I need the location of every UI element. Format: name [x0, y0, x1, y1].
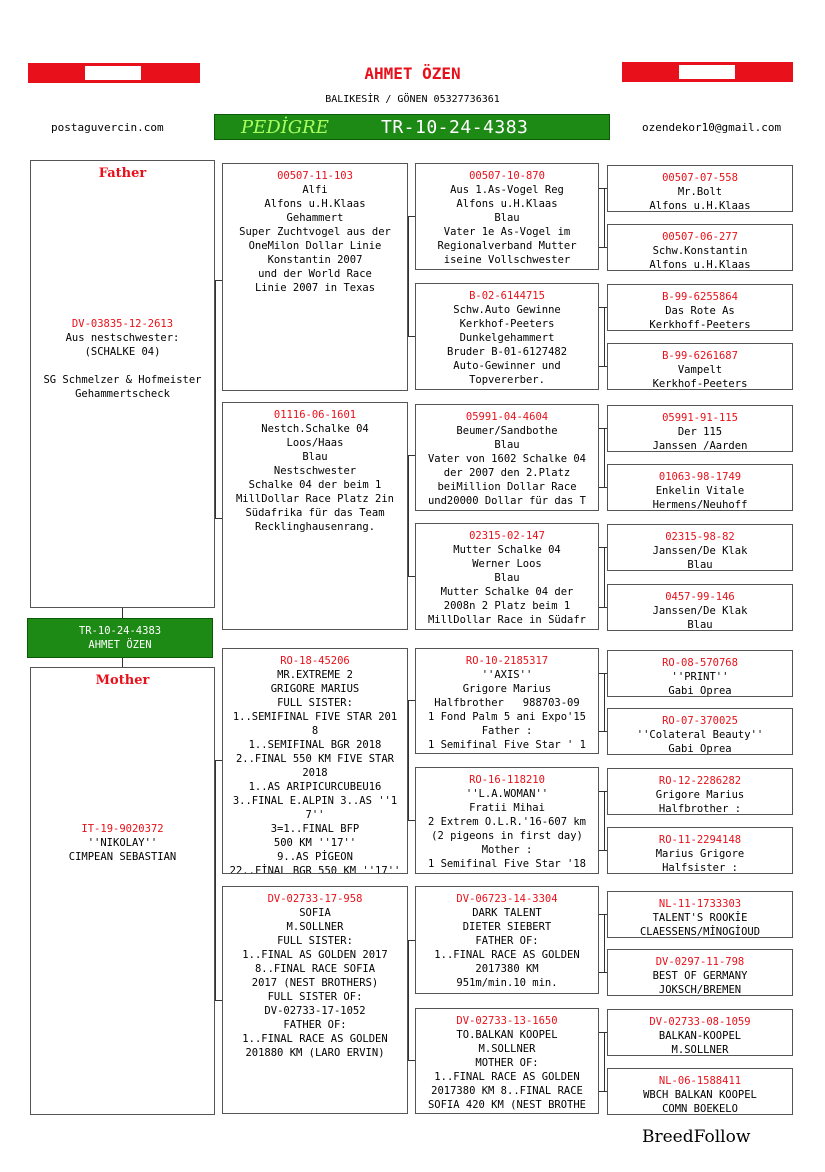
ring-number: 01116-06-1601 — [273, 409, 357, 421]
pigeon-info-line: Gabi Oprea — [668, 685, 732, 697]
connector-line — [408, 940, 409, 1060]
connector-line — [599, 1032, 607, 1033]
pigeon-info-line: MillDollar Race in Südafr — [427, 614, 587, 626]
connector-line — [604, 307, 605, 366]
pigeon-info-line: BALKAN-KOOPEL — [658, 1030, 742, 1042]
pigeon-info-line: Topvererber. — [469, 374, 545, 386]
ancestor-box — [607, 165, 793, 212]
connector-line — [599, 307, 607, 308]
ancestor-box — [607, 405, 793, 452]
pigeon-info-line: 1 Semifinal Five Star ' 1 — [427, 739, 587, 751]
connector-line — [408, 336, 415, 337]
grandparent-box — [222, 648, 408, 874]
ring-number: RO-12-2286282 — [658, 775, 742, 787]
connector-line — [408, 820, 415, 821]
ring-number: 00507-07-558 — [662, 172, 738, 184]
ring-number: 05991-04-4604 — [465, 411, 549, 423]
pedigree-label: PEDİGRE — [241, 117, 329, 138]
ring-number: NL-11-1733303 — [658, 898, 742, 910]
pigeon-info-line: Mother : — [481, 844, 533, 856]
pigeon-info-line: GRIGORE MARIUS — [270, 683, 360, 695]
pigeon-info-line: 7'' — [305, 809, 325, 821]
ring-number: DV-02733-08-1059 — [649, 1016, 751, 1028]
ring-number: DV-06723-14-3304 — [456, 893, 558, 905]
connector-line — [408, 216, 415, 217]
pigeon-info-line: (2 pigeons in first day) — [431, 830, 583, 842]
pigeon-info-line: ''AXIS'' — [481, 669, 533, 681]
pigeon-info-line: OneMilon Dollar Linie — [248, 240, 382, 252]
pigeon-info-line: Mutter Schalke 04 — [453, 544, 561, 556]
pigeon-info-line: 2..FINAL 550 KM FIVE STAR — [235, 753, 395, 765]
pigeon-info-line: Schw.Auto Gewinne — [453, 304, 561, 316]
pigeon-info-line: Blau — [494, 212, 520, 224]
great-grandparent-box — [415, 404, 599, 511]
pigeon-info-line: Blau — [494, 572, 520, 584]
pigeon-info-line: Grigore Marius — [655, 789, 745, 801]
ring-number: B-02-6144715 — [469, 290, 545, 302]
pigeon-info-line: Aus nestschwester: — [65, 332, 180, 344]
ancestor-box — [607, 708, 793, 755]
pigeon-info-line: Grigore Marius — [462, 683, 552, 695]
connector-line — [604, 791, 605, 850]
pigeon-info-line: Marius Grigore — [655, 848, 745, 860]
connector-line — [599, 366, 607, 367]
connector-line — [604, 1032, 605, 1091]
pigeon-info-line: Alfons u.H.Klaas — [649, 200, 751, 212]
pigeon-info-line: Kerkhof-Peeters — [459, 318, 555, 330]
ring-number: 01063-98-1749 — [658, 471, 742, 483]
pigeon-info-line: BEST OF GERMANY — [652, 970, 748, 982]
pigeon-info-line: Kerkhoff-Peeters — [649, 319, 751, 331]
pigeon-info-line: Janssen/De Klak — [652, 545, 748, 557]
ring-number: 0457-99-146 — [665, 591, 735, 603]
pigeon-info-line: 2017380 KM 8..FINAL RACE — [431, 1085, 583, 1097]
ancestor-box — [607, 891, 793, 938]
pigeon-info-line: Dunkelgehammert — [459, 332, 555, 344]
pigeon-info-line: FATHER OF: — [475, 935, 539, 947]
pigeon-info-line: Vater 1e As-Vogel im — [443, 226, 571, 238]
ancestor-box — [607, 1009, 793, 1056]
pigeon-info-line: CIMPEAN SEBASTIAN — [68, 851, 177, 863]
mother-box — [30, 667, 215, 1115]
connector-line — [408, 576, 415, 577]
ring-number: RO-11-2294148 — [658, 834, 742, 846]
ring-number: B-99-6261687 — [662, 350, 738, 362]
connector-line — [604, 188, 605, 247]
pigeon-info-line: 1 Fond Palm 5 ani Expo'15 — [427, 711, 587, 723]
ring-number: IT-19-9020372 — [81, 823, 164, 835]
pigeon-info-line: 2017380 KM — [475, 963, 539, 975]
subject-owner: AHMET ÖZEN — [88, 639, 152, 651]
ancestor-box — [607, 949, 793, 996]
pigeon-info-line: M.SOLLNER — [286, 921, 344, 933]
grandparent-box — [222, 886, 408, 1114]
brand-logo: BreedFollow — [642, 1127, 751, 1147]
pigeon-info-line: Hermens/Neuhoff — [652, 499, 748, 511]
pigeon-info-line: Recklinghausenrang. — [254, 521, 376, 533]
connector-line — [599, 487, 607, 488]
pigeon-info-line: Fratii Mihai — [469, 802, 545, 814]
ring-number: DV-02733-17-958 — [267, 893, 363, 905]
ancestor-box — [607, 768, 793, 815]
subject-box — [27, 618, 213, 658]
great-grandparent-box — [415, 886, 599, 994]
pigeon-info-line: Father : — [481, 725, 533, 737]
subject-ring: TR-10-24-4383 — [78, 625, 162, 637]
pigeon-info-line: Janssen /Aarden — [652, 440, 748, 452]
pigeon-info-line: Bruder B-01-6127482 — [446, 346, 568, 358]
pigeon-info-line: Schalke 04 der beim 1 — [248, 479, 382, 491]
pigeon-info-line: Beumer/Sandbothe — [456, 425, 558, 437]
pigeon-info-line: 2008n 2 Platz beim 1 — [443, 600, 571, 612]
great-grandparent-box — [415, 163, 599, 270]
connector-line — [599, 428, 607, 429]
pigeon-info-line: COMN BOEKELO — [662, 1103, 738, 1115]
pigeon-info-line: 201880 KM (LARO ERVIN) — [245, 1047, 385, 1059]
ring-number: RO-16-118210 — [469, 774, 545, 786]
great-grandparent-box — [415, 767, 599, 874]
ring-number: 02315-98-82 — [665, 531, 735, 543]
pedigree-banner — [214, 114, 610, 140]
ancestor-box — [607, 650, 793, 697]
pigeon-info-line: 9..AS PİGEON — [277, 851, 353, 863]
connector-line — [599, 1091, 607, 1092]
pigeon-info-line: Halfsister : — [662, 862, 738, 874]
email-link[interactable]: ozendekor10@gmail.com — [642, 121, 782, 134]
pigeon-info-line: Alfons u.H.Klaas — [649, 259, 751, 271]
connector-line — [599, 188, 607, 189]
pigeon-info-line: MR.EXTREME 2 — [277, 669, 353, 681]
ancestor-box — [607, 343, 793, 390]
pigeon-info-line: Mr.Bolt — [677, 186, 723, 198]
connector-line — [599, 547, 607, 548]
pigeon-info-line: DARK TALENT — [472, 907, 542, 919]
pigeon-info-line: 1..FINAL RACE AS GOLDEN — [434, 1071, 580, 1083]
ring-number: DV-0297-11-798 — [655, 956, 745, 968]
pigeon-info-line: 8..FINAL RACE SOFIA — [254, 963, 376, 975]
pigeon-info-line: DV-02733-17-1052 — [264, 1005, 366, 1017]
pigeon-info-line: Regionalverband Mutter — [437, 240, 577, 252]
pigeon-info-line: Alfons u.H.Klaas — [456, 198, 558, 210]
ring-number: NL-06-1588411 — [658, 1075, 742, 1087]
pigeon-info-line: (SCHALKE 04) — [84, 346, 161, 358]
great-grandparent-box — [415, 523, 599, 630]
father-box — [30, 160, 215, 608]
ancestor-box — [607, 224, 793, 271]
pigeon-info-line: Alfi — [302, 184, 328, 196]
pigeon-info-line: Aus 1.As-Vogel Reg — [450, 184, 564, 196]
pigeon-info-line: ''PRINT'' — [671, 671, 729, 683]
connector-line — [604, 428, 605, 487]
connector-line — [215, 760, 222, 761]
pigeon-info-line: 2017 (NEST BROTHERS) — [251, 977, 379, 989]
pigeon-info-line: 1..SEMIFINAL BGR 2018 — [248, 739, 382, 751]
ancestor-box — [607, 284, 793, 331]
ring-number: RO-10-2185317 — [465, 655, 549, 667]
pigeon-info-line: Der 115 — [677, 426, 723, 438]
ring-number: RO-07-370025 — [662, 715, 738, 727]
pigeon-info-line: ''L.A.WOMAN'' — [465, 788, 549, 800]
ring-number: B-99-6255864 — [662, 291, 738, 303]
grandparent-box — [222, 402, 408, 630]
connector-line — [604, 673, 605, 731]
pigeon-info-line: FATHER OF: — [283, 1019, 347, 1031]
pigeon-info-line: Das Rote As — [665, 305, 735, 317]
connector-line — [122, 658, 123, 667]
pigeon-info-line: Auto-Gewinner und — [453, 360, 561, 372]
connector-line — [599, 972, 607, 973]
pigeon-info-line: TALENT'S ROOKİE — [652, 912, 748, 924]
pedigree-ring: TR-10-24-4383 — [381, 117, 529, 138]
pigeon-info-line: 1..SEMIFINAL FIVE STAR 201 — [232, 711, 398, 723]
pigeon-info-line: Blau — [687, 559, 713, 571]
pigeon-info-line: Halfbrother 988703-09 — [434, 697, 580, 709]
ring-number: RO-08-570768 — [662, 657, 738, 669]
pigeon-info-line: 1..AS ARIPICURCUBEU16 — [248, 781, 382, 793]
pigeon-info-line: Werner Loos — [472, 558, 542, 570]
ancestor-box — [607, 524, 793, 571]
connector-line — [408, 455, 415, 456]
pigeon-info-line: 1..FINAL RACE AS GOLDEN — [242, 1033, 388, 1045]
father-title: Father — [98, 166, 147, 181]
pigeon-info-line: Enkelin Vitale — [655, 485, 745, 497]
pigeon-info-line: M.SOLLNER — [671, 1044, 729, 1056]
pigeon-info-line: MillDollar Race Platz 2in — [235, 493, 395, 505]
pigeon-info-line: Halfbrother : — [658, 803, 742, 815]
connector-line — [215, 1000, 222, 1001]
ring-number: 02315-02-147 — [469, 530, 545, 542]
great-grandparent-box — [415, 283, 599, 390]
connector-line — [599, 791, 607, 792]
pigeon-info-line: Südafrika für das Team — [245, 507, 385, 519]
pigeon-info-line: Loos/Haas — [286, 437, 344, 449]
connector-line — [599, 673, 607, 674]
ring-number: DV-03835-12-2613 — [71, 318, 174, 330]
grandparent-box — [222, 163, 408, 391]
connector-line — [215, 518, 222, 519]
connector-line — [599, 850, 607, 851]
pigeon-info-line: 8 — [311, 725, 319, 737]
pigeon-info-line: 3..FINAL E.ALPIN 3..AS ''1 — [232, 795, 398, 807]
pigeon-info-line: FULL SISTER: — [277, 697, 353, 709]
pigeon-info-line: 951m/min.10 min. — [456, 977, 558, 989]
pigeon-info-line: und der World Race — [258, 268, 372, 280]
pigeon-info-line: iseine Vollschwester — [443, 254, 571, 266]
pigeon-info-line: DIETER SIEBERT — [462, 921, 552, 933]
connector-line — [408, 1060, 415, 1061]
pigeon-info-line: 2018 — [302, 767, 328, 779]
pigeon-info-line: Janssen/De Klak — [652, 605, 748, 617]
pigeon-info-line: 1..FINAL RACE AS GOLDEN — [434, 949, 580, 961]
owner-address: BALIKESİR / GÖNEN 05327736361 — [325, 94, 500, 105]
ring-number: 00507-10-870 — [469, 170, 545, 182]
pigeon-info-line: Linie 2007 in Texas — [254, 282, 376, 294]
pigeon-info-line: SG Schmelzer & Hofmeister — [43, 374, 202, 386]
pigeon-info-line: Schw.Konstantin — [652, 245, 748, 257]
pigeon-info-line: 500 KM ''17'' — [273, 837, 357, 849]
pigeon-info-line: SOFIA — [299, 907, 331, 919]
pigeon-info-line: 22..FİNAL BGR 550 KM ''17'' — [229, 865, 401, 874]
connector-line — [215, 280, 222, 281]
ancestor-box — [607, 827, 793, 874]
pigeon-info-line: Mutter Schalke 04 der — [440, 586, 574, 598]
connector-line — [408, 940, 415, 941]
pigeon-info-line: Nestschwester — [273, 465, 357, 477]
pigeon-info-line: JOKSCH/BREMEN — [658, 984, 742, 996]
pigeon-info-line: TO.BALKAN KOOPEL — [456, 1029, 558, 1041]
ancestor-box — [607, 584, 793, 631]
website-link[interactable]: postaguvercin.com — [51, 121, 164, 134]
connector-line — [604, 914, 605, 972]
pigeon-info-line: WBCH BALKAN KOOPEL — [643, 1089, 757, 1101]
ancestor-box — [607, 464, 793, 511]
pigeon-info-line: Blau — [302, 451, 328, 463]
pigeon-info-line: und20000 Dollar für das T — [427, 495, 587, 507]
great-grandparent-box — [415, 1008, 599, 1114]
pigeon-info-line: beiMillion Dollar Race — [437, 481, 577, 493]
pigeon-info-line: Gabi Oprea — [668, 743, 732, 755]
pigeon-info-line: SOFIA 420 KM (NEST BROTHE — [427, 1099, 587, 1111]
connector-line — [599, 731, 607, 732]
connector-line — [604, 547, 605, 607]
connector-line — [599, 607, 607, 608]
connector-line — [122, 608, 123, 618]
pigeon-info-line: 2 Extrem O.L.R.'16-607 km — [427, 816, 587, 828]
pigeon-info-line: FULL SISTER OF: — [267, 991, 363, 1003]
great-grandparent-box — [415, 648, 599, 754]
ring-number: 05991-91-115 — [662, 412, 738, 424]
pigeon-info-line: ''Colateral Beauty'' — [636, 729, 764, 741]
pigeon-info-line: Blau — [687, 619, 713, 631]
pigeon-info-line: Alfons u.H.Klaas — [264, 198, 366, 210]
connector-line — [215, 280, 216, 518]
connector-line — [215, 760, 216, 1000]
pigeon-info-line: Vater von 1602 Schalke 04 — [427, 453, 587, 465]
connector-line — [408, 700, 415, 701]
connector-line — [408, 700, 409, 820]
pigeon-info-line: Konstantin 2007 — [267, 254, 363, 266]
mother-title: Mother — [95, 673, 150, 688]
pigeon-info-line: Gehammertscheck — [75, 388, 170, 400]
connector-line — [599, 247, 607, 248]
ring-number: DV-02733-13-1650 — [456, 1015, 558, 1027]
pigeon-info-line: Vampelt — [677, 364, 723, 376]
ancestor-box — [607, 1068, 793, 1115]
owner-name: AHMET ÖZEN — [364, 64, 461, 83]
pigeon-info-line: 1 Semifinal Five Star '18 — [427, 858, 587, 870]
pigeon-info-line: Gehammert — [286, 212, 344, 224]
pigeon-info-line: M.SOLLNER — [478, 1043, 536, 1055]
ring-number: 00507-06-277 — [662, 231, 738, 243]
pigeon-info-line: Nestch.Schalke 04 — [261, 423, 369, 435]
pigeon-info-line: CLAESSENS/MİNOGİOUD — [639, 926, 761, 938]
connector-line — [599, 914, 607, 915]
pigeon-info-line: Blau — [494, 439, 520, 451]
pigeon-info-line: Kerkhof-Peeters — [652, 378, 748, 390]
pigeon-info-line: 3=1..FINAL BFP — [270, 823, 360, 835]
pigeon-info-line: 1..FINAL AS GOLDEN 2017 — [242, 949, 388, 961]
pigeon-info-line: Super Zuchtvogel aus der — [239, 226, 391, 238]
pigeon-info-line: der 2007 den 2.Platz — [443, 467, 571, 479]
connector-line — [408, 455, 409, 576]
ring-number: 00507-11-103 — [277, 170, 353, 182]
pigeon-info-line: ''NIKOLAY'' — [87, 837, 158, 849]
pigeon-info-line: MOTHER OF: — [475, 1057, 539, 1069]
connector-line — [408, 216, 409, 336]
pigeon-info-line: FULL SISTER: — [277, 935, 353, 947]
pigeon-info-line — [31, 359, 214, 373]
ring-number: RO-18-45206 — [280, 655, 350, 667]
